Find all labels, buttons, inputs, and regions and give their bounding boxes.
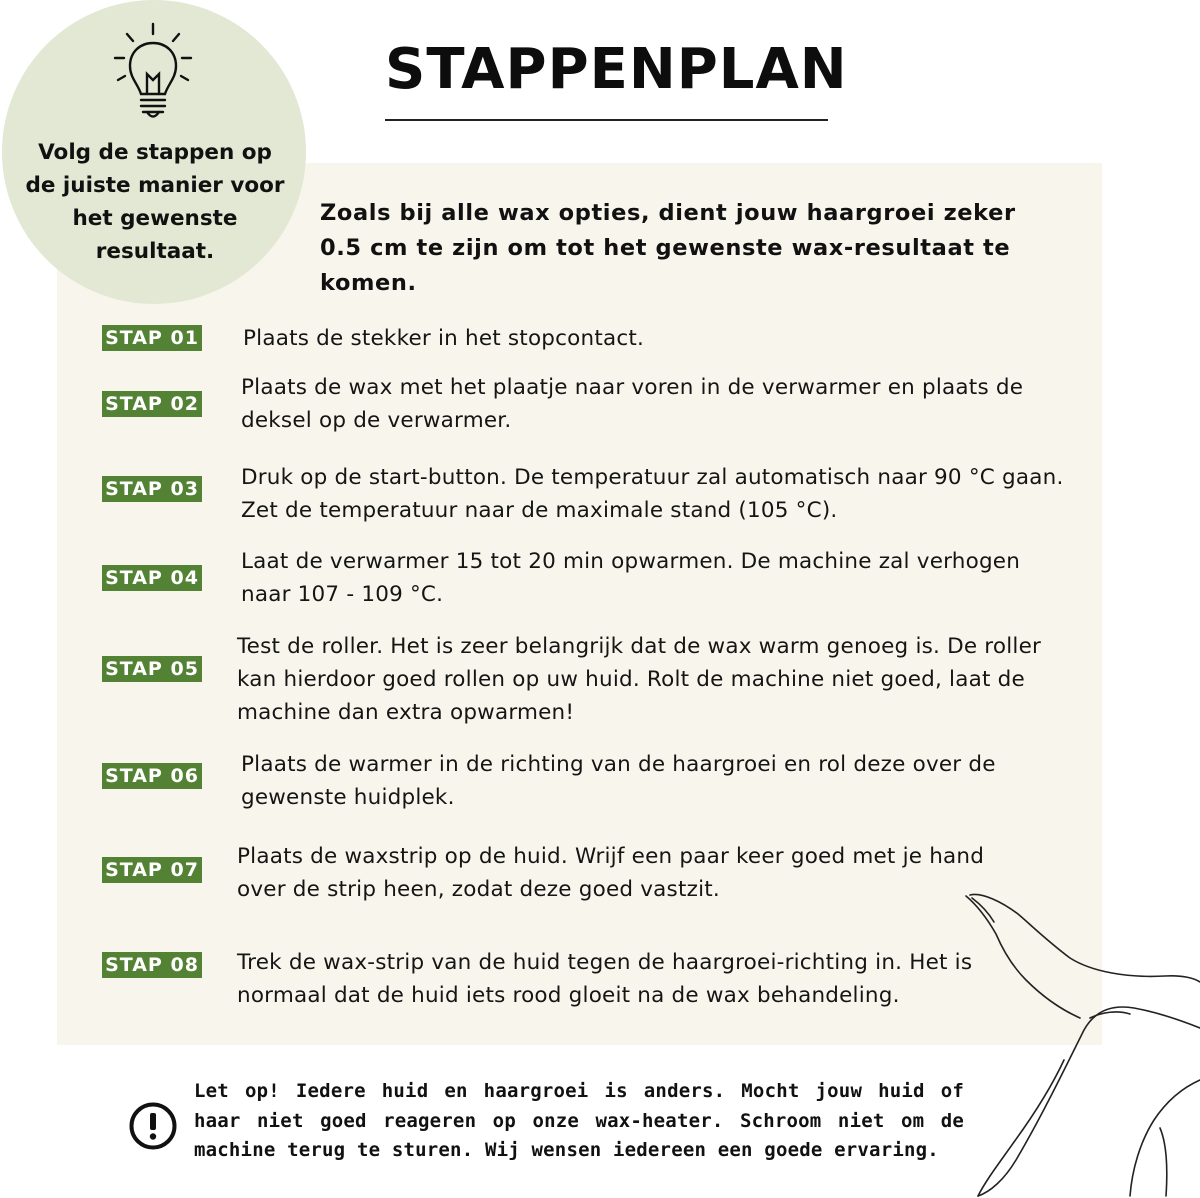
step-badge: STAP 04 <box>102 565 202 591</box>
step-text: Test de roller. Het is zeer belangrijk dat de wax warm genoeg is. De roller kan hierdoor goed rollen op uw huid. Rolt de machine niet goed, laat de machine dan extra opwarmen! <box>237 634 1042 725</box>
lightbulb-icon <box>110 22 196 122</box>
step-text: Plaats de waxstrip op de huid. Wrijf een paar keer goed met je hand over de strip heen, zodat deze goed vastzit. <box>237 844 985 902</box>
step-text: Laat de verwarmer 15 tot 20 min opwarmen. De machine zal verhogen naar 107 - 109 °C. <box>241 549 1021 607</box>
intro-text: Zoals bij alle wax opties, dient jouw haargroei zeker 0.5 cm te zijn om tot het gewenste wax-resultaat te komen. <box>320 200 1016 296</box>
warning-text: Let op! Iedere huid en haargroei is anders. Mocht jouw huid of haar niet goed reageren op onze wax-heater. Schroom niet om de machine terug te sturen. Wij wensen iedereen een goede ervaring. <box>194 1080 964 1161</box>
step-badge: STAP 03 <box>102 476 202 502</box>
step-text: Druk op de start-button. De temperatuur zal automatisch naar 90 °C gaan. Zet de temperatuur naar de maximale stand (105 °C). <box>241 465 1064 523</box>
step-text: Plaats de wax met het plaatje naar voren in de verwarmer en plaats de deksel op de verwarmer. <box>241 375 1024 433</box>
step-text: Plaats de stekker in het stopcontact. <box>243 326 645 351</box>
tip-text: Volg de stappen op de juiste manier voor het gewenste resultaat. <box>25 140 285 264</box>
title-underline <box>385 119 828 121</box>
step-badge: STAP 01 <box>102 325 202 351</box>
step-text: Trek de wax-strip van de huid tegen de haargroei-richting in. Het is normaal dat de huid iets rood gloeit na de wax behandeling. <box>237 950 973 1008</box>
step-badge: STAP 06 <box>102 763 202 789</box>
exclamation-circle-icon <box>128 1101 178 1151</box>
step-badge: STAP 08 <box>102 952 202 978</box>
tip-circle <box>2 0 306 304</box>
step-badge: STAP 05 <box>102 656 202 682</box>
page-title: STAPPENPLAN <box>385 37 848 102</box>
step-text: Plaats de warmer in de richting van de haargroei en rol deze over de gewenste huidplek. <box>241 752 996 810</box>
step-badge: STAP 07 <box>102 857 202 883</box>
step-badge: STAP 02 <box>102 391 202 417</box>
legs-line-drawing-icon <box>960 880 1200 1198</box>
